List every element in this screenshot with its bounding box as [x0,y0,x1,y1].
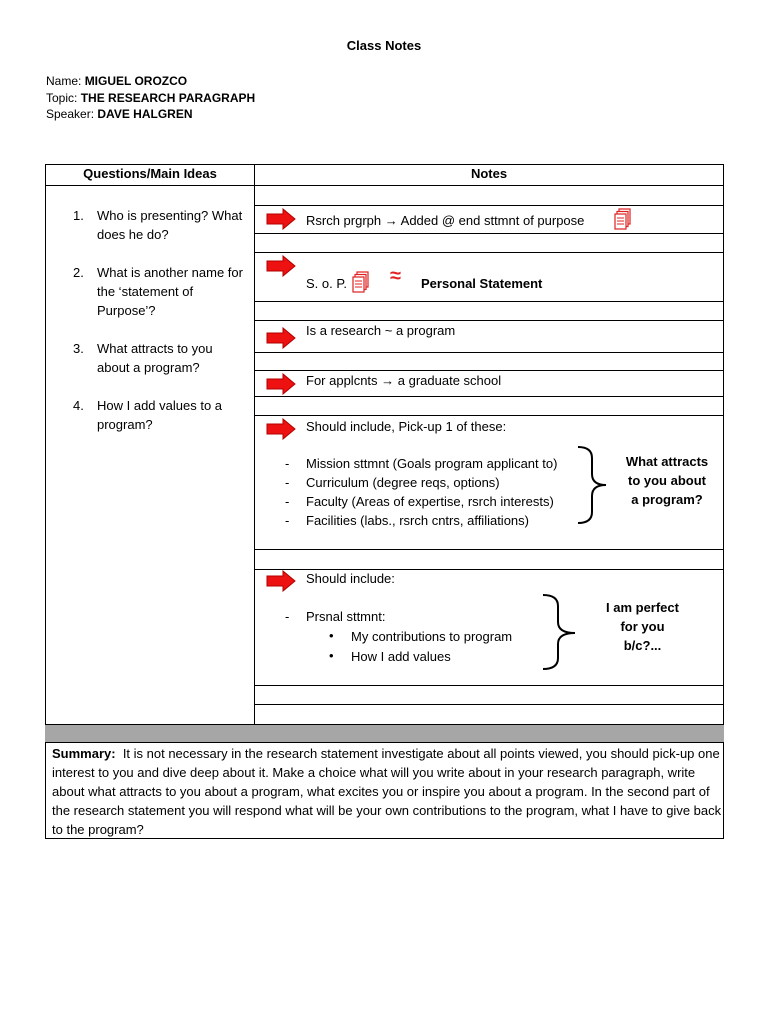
topic-line: Topic: THE RESEARCH PARAGRAPH [46,91,256,105]
list-item: - [285,475,290,490]
list-item: - [285,494,290,509]
note-should-include: Should include: [306,571,395,586]
arrow-right-icon [266,327,296,349]
note-research-paragraph: Rsrch prgrph → Added @ end sttmnt of purpose [306,213,585,228]
document-icon [614,208,632,230]
note-should-include-pick: Should include, Pick-up 1 of these: [306,419,507,434]
approx-symbol: ≈ [390,265,401,287]
list-item: - [285,609,290,624]
list-item: Faculty (Areas of expertise, rsrch interests) [306,494,554,509]
list-item: - [285,513,290,528]
summary-text: Summary: It is not necessary in the research statement investigate about all points viewed, you should pick-up one interest to you and dive deep about it. Make a choice what will you write about in your research paragraph, write about what attracts to you about a program, what excites you or inspire you about a program. In the second part of the research statement you will respond what will be your own contributions to the program, what I have to give back to the program? [52,746,722,837]
document-icon [352,271,370,293]
notes-header: Notes [470,166,508,181]
bullet: • [329,628,334,643]
speaker-line: Speaker: DAVE HALGREN [46,107,193,121]
arrow-right-icon [266,255,296,277]
list-item: Curriculum (degree reqs, options) [306,475,500,490]
side-note-attracts: What attracts to you about a program? [625,454,709,507]
side-note-perfect: I am perfect for you b/c?... [606,600,679,653]
question-1: 1. Who is presenting? What does he do? [73,208,243,242]
arrow-right-icon [266,418,296,440]
summary-shade-band [45,724,724,743]
question-2: 2. What is another name for the ‘statement of Purpose’? [73,265,243,318]
page-title: Class Notes [346,38,422,53]
question-3: 3. What attracts to you about a program? [73,341,213,375]
arrow-right-icon [266,208,296,230]
list-item: Facilities (labs., rsrch cntrs, affiliations) [306,513,529,528]
arrow-right-icon [266,373,296,395]
questions-header: Questions/Main Ideas [83,166,217,181]
list-item: Mission sttmnt (Goals program applicant to) [306,456,558,471]
name-line: Name: MIGUEL OROZCO [46,74,188,88]
brace-icon [574,444,610,526]
list-item: My contributions to program [351,629,513,644]
arrow-right-icon [266,570,296,592]
note-research-program: Is a research ~ a program [306,323,456,338]
question-4: 4. How I add values to a program? [73,398,223,432]
note-applicants: For applcnts → a graduate school [306,373,502,388]
list-item: How I add values [351,649,451,664]
note-sop-abbr: S. o. P. [306,276,347,291]
note-personal-statement: Personal Statement [421,276,543,291]
list-item: - [285,456,290,471]
bullet: • [329,648,334,663]
note-personal-sttmnt: Prsnal sttmnt: [306,609,386,624]
brace-icon [540,592,580,672]
